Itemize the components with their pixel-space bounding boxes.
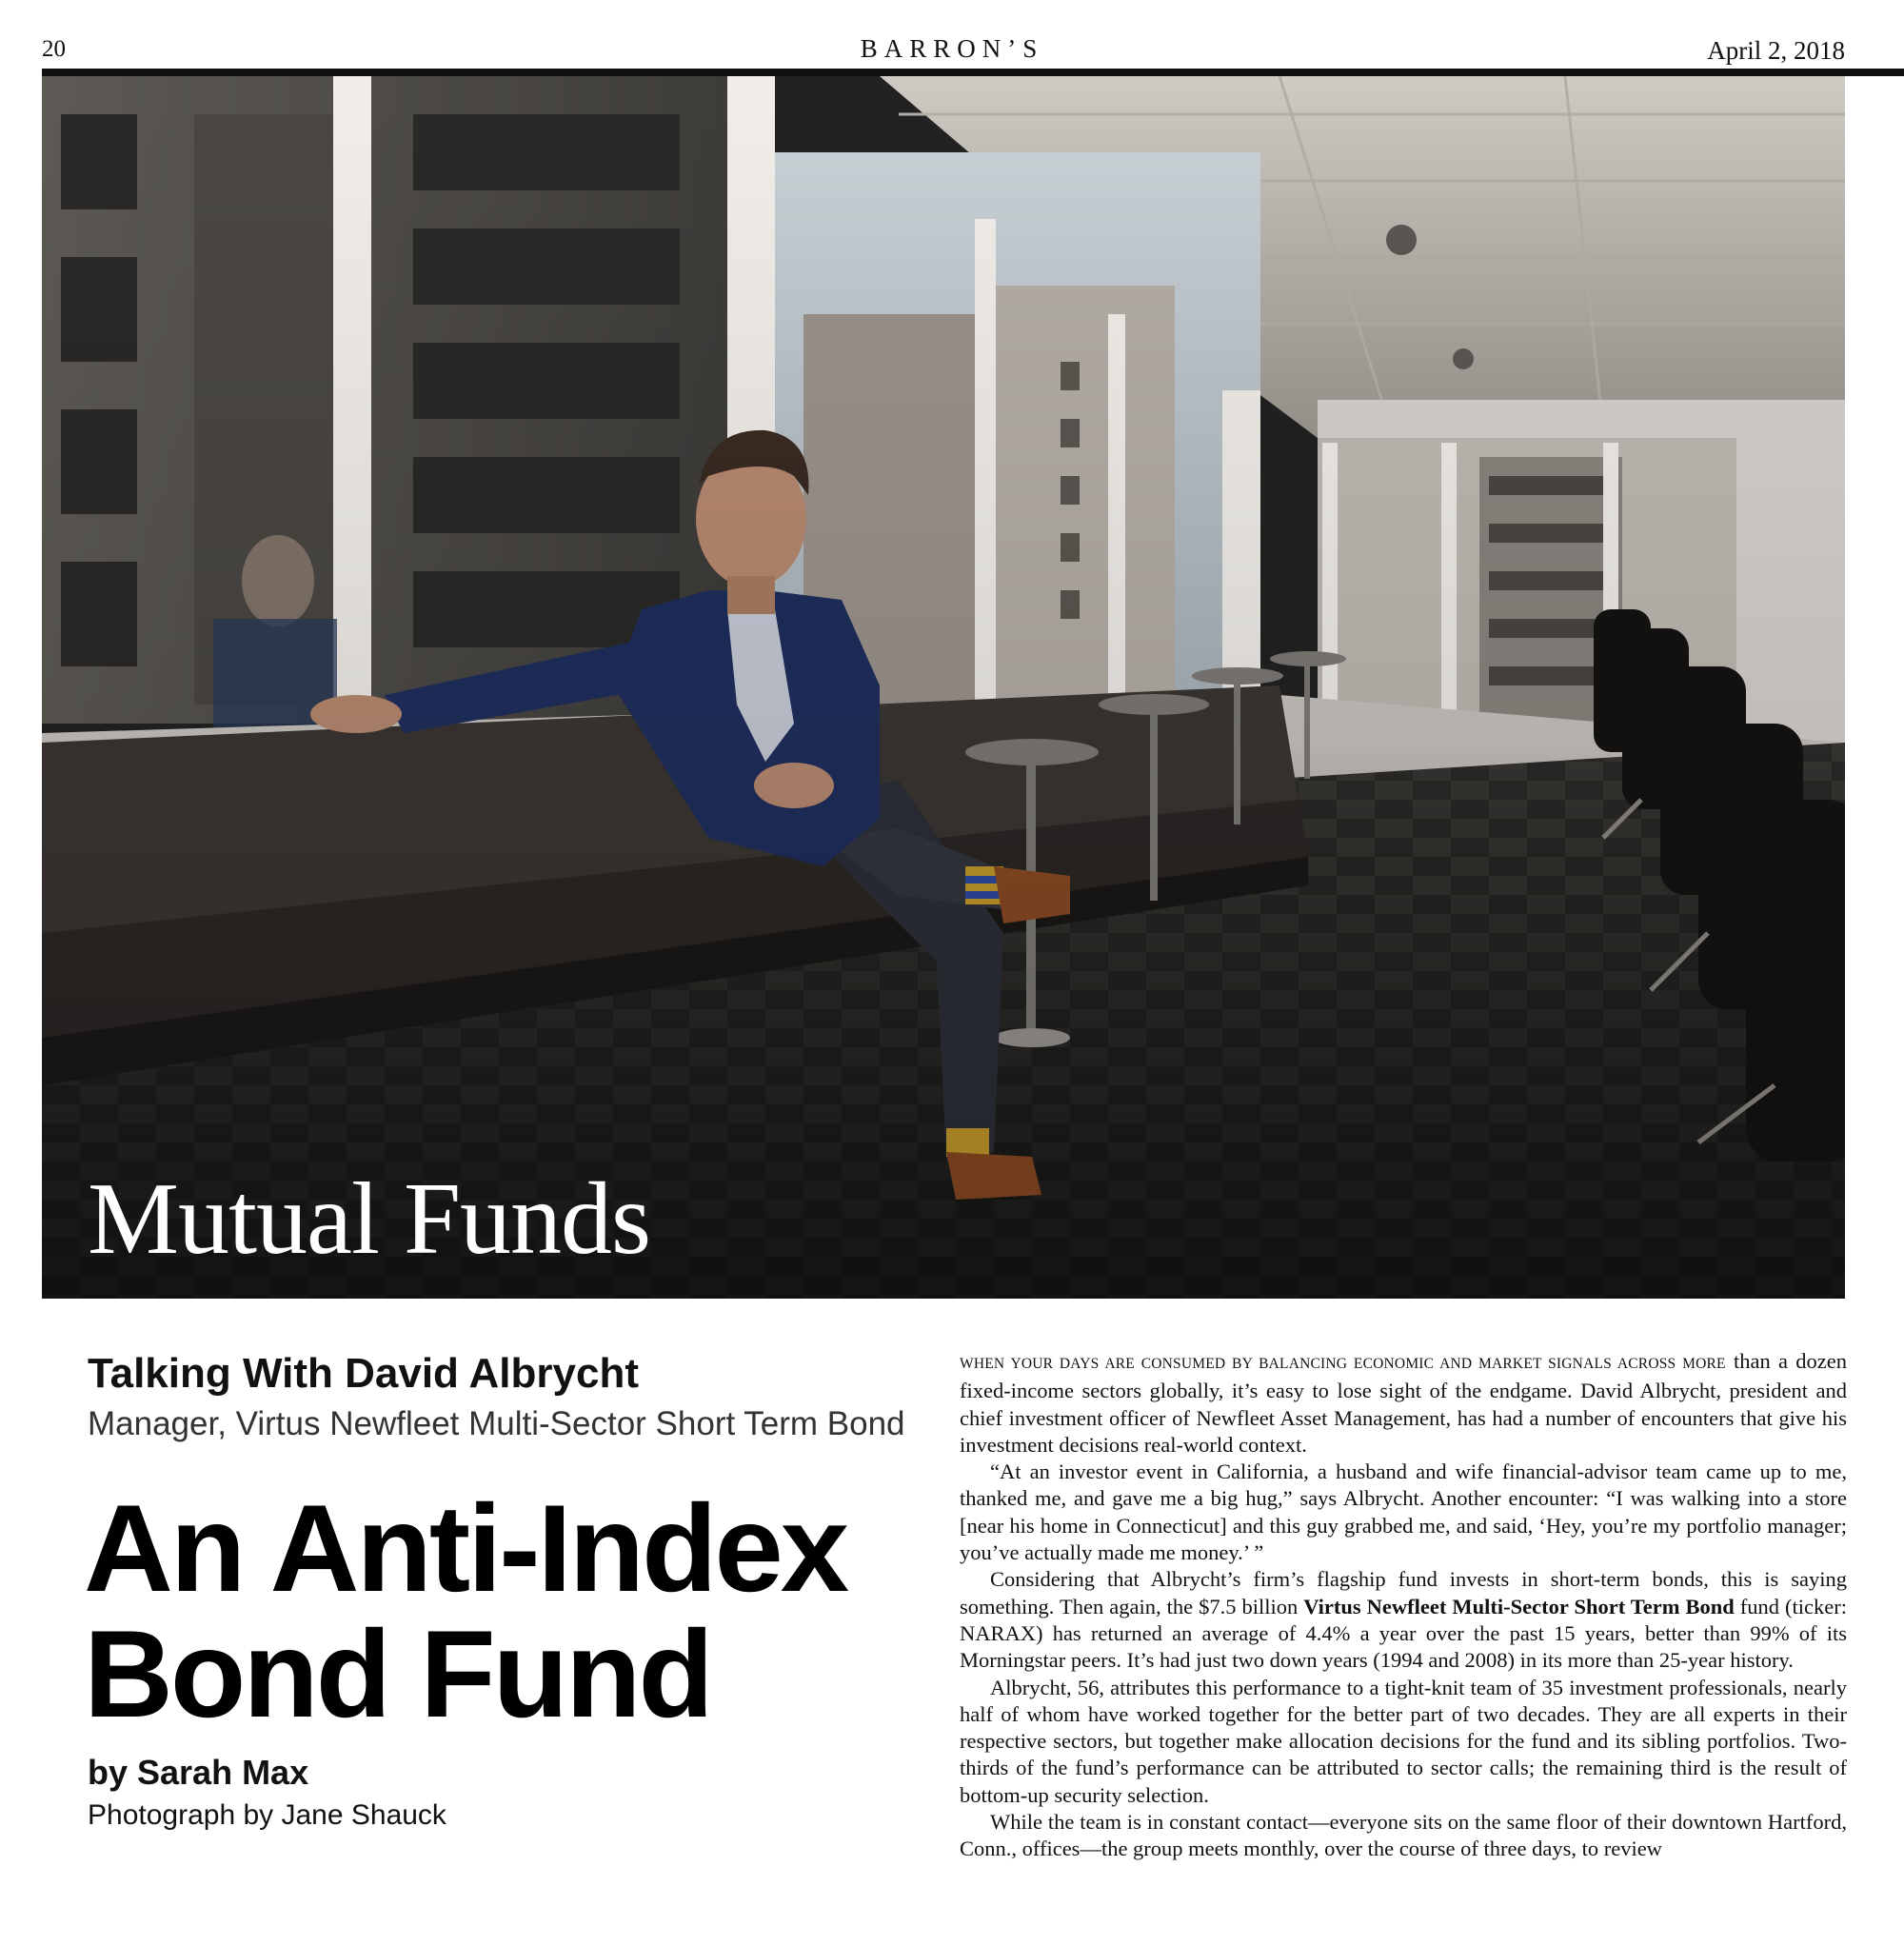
article-kicker: Talking With David Albrycht [88,1350,639,1397]
publication-name: BARRON’S [860,34,1044,63]
section-title: Mutual Funds [88,1162,651,1276]
paragraph-3-text-b: fund (ticker: NARAX) has returned an average of 4.4% a year over the past 15 years, better than 99% of its Morningstar peers. It’s had just two down years (1994 and 2008) in its more than 25-year history. [960,1594,1847,1673]
article-subkicker: Manager, Virtus Newfleet Multi-Sector Short Term Bond [88,1405,905,1442]
page-header [0,0,1904,74]
paragraph-3-text-a: Considering that Albrycht’s firm’s flagship fund invests in short-term bonds, this is saying something. Then again, the $7.5 billion [960,1567,1847,1618]
photo-credit: Photograph by Jane Shauck [88,1799,446,1831]
feature-photo [42,76,1845,1299]
article-headline [84,1479,847,1743]
header-rule [42,69,1904,76]
lead-in-caps: WHEN YOUR DAYS ARE CONSUMED BY BALANCING ECONOMIC AND MARKET SIGNALS ACROSS MORE [960,1356,1726,1372]
paragraph-5: While the team is in constant contact—everyone sits on the same floor of their downtown Hartford, Conn., offices—the group meets monthly, over the course of three days, to review [960,1810,1847,1861]
article-body [960,1348,1847,1863]
paragraph-4: Albrycht, 56, attributes this performance to a tight-knit team of 35 investment professionals, nearly half of whom have worked together for the better part of two decades. They are all experts in their respective sectors, but together make allocation decisions for the fund and its sibling portfolios. Two-thirds of the fund’s performance can be attributed to sector calls; the remaining third is the result of bottom-up security selection. [960,1675,1847,1807]
fund-name: Virtus Newfleet Multi-Sector Short Term Bond [1303,1594,1735,1618]
paragraph-1 [960,1348,1847,1459]
headline-line-2: Bond Fund [84,1604,711,1743]
byline: by Sarah Max [88,1753,309,1792]
headline-line-1: An Anti-Index [84,1479,847,1618]
page-number: 20 [42,36,66,62]
paragraph-3 [960,1566,1847,1674]
paragraph-1-text: than a dozen fixed-income sectors globally, it’s easy to lose sight of the endgame. David Albrycht, president and chief investment officer of Newfleet Asset Management, has had a number of encounters that give his investment decisions real-world context. [960,1349,1847,1457]
paragraph-2: “At an investor event in California, a husband and wife financial-advisor team came up to me, thanked me, and gave me a big hug,” says Albrycht. Another encounter: “I was walking into a store [near his home in Connecticut] and this guy grabbed me, and said, ‘Hey, you’re my portfolio manager; you’ve actually made me money.’ ” [960,1460,1847,1565]
issue-date: April 2, 2018 [1707,36,1845,65]
office-portrait-illustration [42,76,1845,1299]
